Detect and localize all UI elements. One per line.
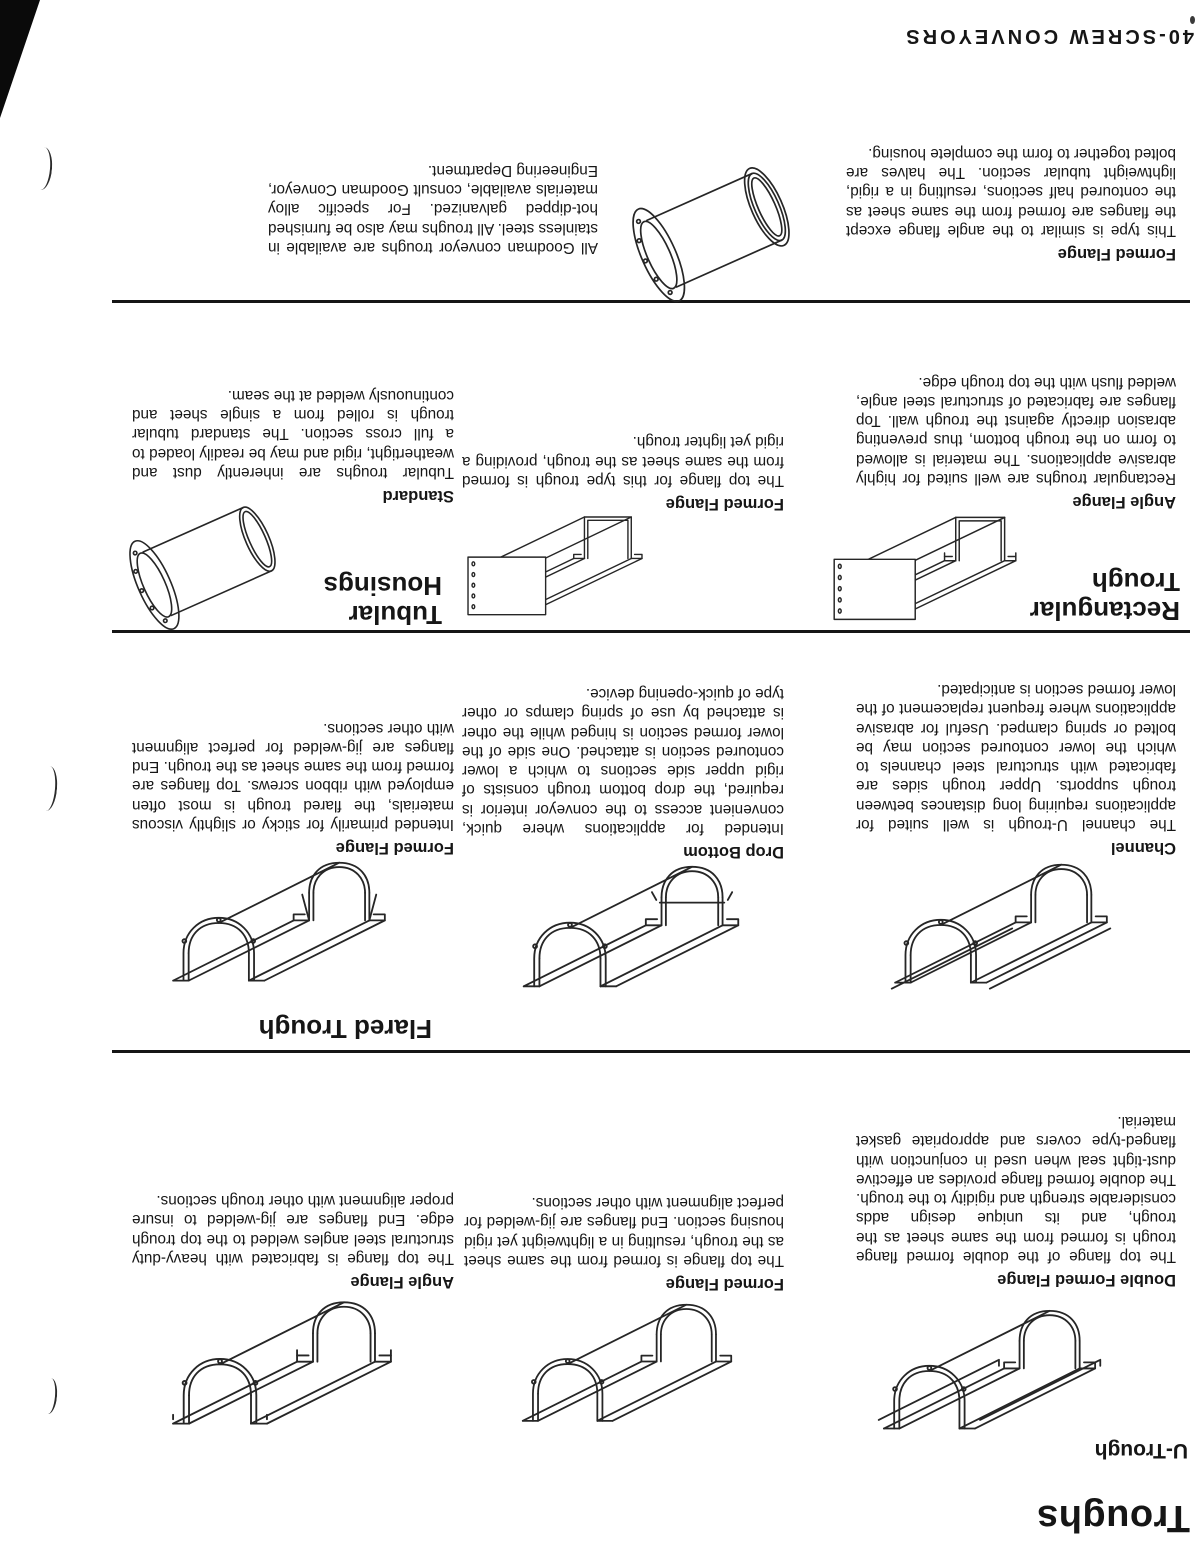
u-trough-formed-flange-drawing: [516, 1291, 738, 1449]
channel-u-trough-drawing: [888, 857, 1114, 1005]
rectangular-trough-formed-flange-drawing: [464, 492, 646, 637]
item-heading: Channel: [1110, 839, 1176, 857]
drop-bottom-item: [462, 684, 784, 861]
note-body: All Goodman conveyor troughs are available in stainless steel. All troughs may also be furnished hot-dipped galvanized. For specific alloy materials available, consult Goodman Conveyor, Engineering Department.: [268, 161, 598, 256]
item-body: The top flange of the double formed flange trough is formed from the same sheet as the trough, and its unique design adds considerable strength and rigidity to the trough. The double formed flange provides an effective dust-tight seal when used in conjunction with flanged-type covers and appropriate gasket material.: [856, 1113, 1176, 1265]
item-body: Rectangular troughs are well suited for highly abrasive applications. The material is allowed to form on the trough bottom, thus preventing abrasion directly against the trough wall. Top flanges are fabricated of structural steel angle, welded flush with the top trough edge.: [856, 373, 1176, 487]
item-heading: Double Formed Flange: [997, 1271, 1176, 1289]
item-body: The top flange for this type trough is formed from the same sheet as the trough, providing a rigid yet lighter trough.: [462, 433, 784, 489]
item-heading: Formed Flange: [1057, 245, 1176, 263]
item-heading: Formed Flange: [665, 1275, 784, 1293]
item-body: The top flange is fabricated with heavy-duty structural steel angles welded to the top trough edge. End flanges are jig-welded to insure proper alignment with other trough sections.: [132, 1192, 454, 1267]
item-heading: Angle Flange: [1072, 493, 1176, 511]
u-trough-formed-flange-item: [464, 1193, 784, 1293]
u-trough-double-formed-flange-drawing: [877, 1293, 1102, 1461]
drop-bottom-trough-drawing: [514, 859, 748, 1009]
page-title: Troughs: [1036, 1497, 1190, 1539]
item-body: Intended for applications where quick, convenient access to the conveyor interior is required, the drop bottom trough consists of rigid upper side sections to which a lower contoured section is attached. One side of the lower formed section is hinged while the other is attached by use of spring clamps or other type of quick-opening device.: [462, 685, 784, 837]
item-body: Tubular troughs are inherently dust and weathertight, rigid and may be readily loaded to a full cross section. The standard tubular trough is rolled from a single sheet and continuously welded at the seam.: [132, 386, 454, 481]
item-heading: Drop Bottom: [683, 843, 784, 861]
flared-trough-title: Flared Trough: [258, 1014, 432, 1044]
stainless-availability-note: [268, 161, 598, 257]
flared-trough-drawing: [164, 855, 394, 1003]
item-heading: Formed Flange: [665, 495, 784, 513]
rect-angle-flange-item: [856, 372, 1176, 511]
tubular-standard-item: [132, 386, 454, 505]
page-footer: 40-SCREW CONVEYORS: [903, 25, 1194, 47]
rectangular-trough-title: Rectangular Trough: [1029, 566, 1180, 626]
flared-formed-flange-item: [132, 718, 454, 857]
item-heading: Formed Flange: [335, 839, 454, 857]
channel-item: [856, 680, 1176, 857]
item-heading: Standard: [382, 487, 454, 505]
page-subtitle: U-Trough: [1094, 1439, 1188, 1462]
tubular-housings-title: Tubular Housings: [323, 570, 442, 630]
section-divider: [112, 1050, 1190, 1053]
rectangular-trough-angle-flange-drawing: [830, 493, 1020, 641]
tubular-housing-formed-flange-drawing: [592, 153, 838, 315]
item-body: The channel U-trough is well suited for applications requiring long distances between trough supports. Upper trough sides are fabricated with structural steel channels to which the lower contoured section may be bolted or spring clamped. Useful for abrasive applications where frequent replacement of the lower formed section is anticipated.: [856, 681, 1176, 833]
item-heading: Angle Flange: [350, 1273, 454, 1291]
scan-speck-artifact: [1190, 16, 1195, 24]
rect-formed-flange-item: [462, 432, 784, 513]
u-trough-angle-flange-item: [132, 1191, 454, 1291]
u-trough-double-formed-flange-item: [856, 1112, 1176, 1289]
tubular-formed-flange-item: [846, 144, 1176, 263]
item-body: This type is similar to the angle flange except the flanges are formed from the same sheet as the contoured half sections, resulting in a rigid, lightweight tubular section. The halves are bolted together to form the complete housing.: [846, 144, 1176, 239]
item-body: The top flange is formed from the same sheet as the trough, resulting in a lightweight yet rigid housing section. End flanges are jig-welded for perfect alignment with other sections.: [464, 1194, 784, 1269]
u-trough-angle-flange-drawing: [166, 1288, 398, 1453]
item-body: Intended primarily for sticky or slightly viscous materials, the flared trough is most often employed with ribbon screws. Top flanges are formed from the same sheet as the trough. End flanges are jig-welded for perfect alignment with other sections.: [132, 719, 454, 833]
